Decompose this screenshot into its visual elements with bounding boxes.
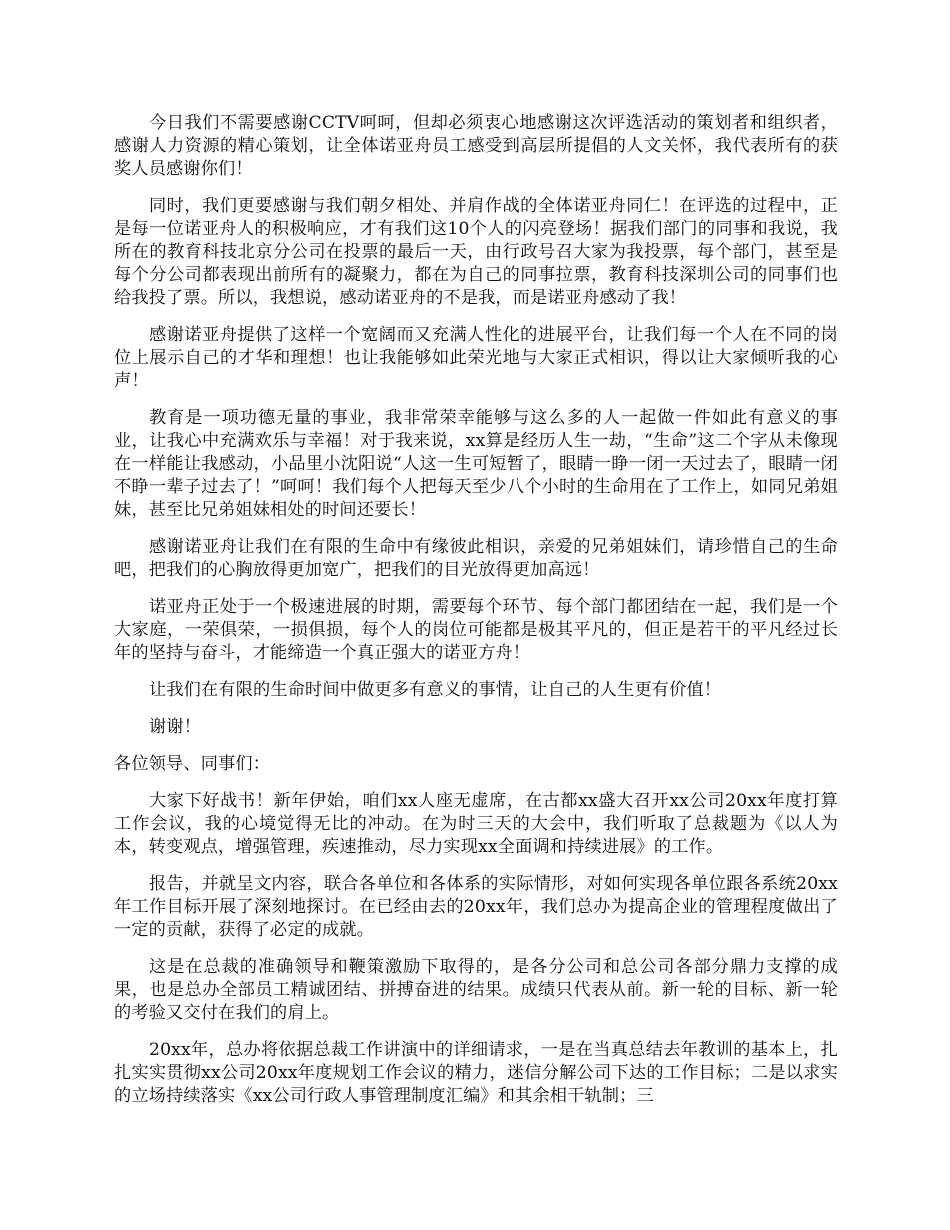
paragraph-1: 今日我们不需要感谢CCTV呵呵，但却必须衷心地感谢这次评选活动的策划者和组织者，感谢人力资源的精心策划，让全体诺亚舟员工感受到高层所提倡的人文关怀，我代表所有的获奖人员感谢你们！ [114, 113, 838, 179]
salutation: 各位领导、同事们： [114, 754, 271, 774]
paragraph-3: 感谢诺亚舟提供了这样一个宽阔而又充满人性化的进展平台，让我们每一个人在不同的岗位上展示自己的才华和理想！也让我能够如此荣光地与大家正式相识，得以让大家倾听我的心声！ [114, 325, 838, 391]
paragraph-2: 同时，我们更要感谢与我们朝夕相处、并肩作战的全体诺亚舟同仁！在评选的过程中，正是每一位诺亚舟人的积极响应，才有我们这10个人的闪亮登场！据我们部门的同事和我说，我所在的教育科技北京分公司在投票的最后一天，由行政号召大家为我投票，每个部门，甚至是每个分公司都表现出前所有的凝聚力，都在为自己的同事拉票，教育科技深圳公司的同事们也给我投了票。所以，我想说，感动诺亚舟的不是我，而是诺亚舟感动了我！ [114, 196, 838, 308]
paragraph-10: 大家下好战书！新年伊始，咱们xx人座无虚席，在古都xx盛大召开xx公司20xx年度打算工作会议，我的心境觉得无比的冲动。在为时三天的大会中，我们听取了总裁题为《以人为本，转变观点，增强管理，疾速推动，尽力实现xx全面调和持续进展》的工作。 [114, 791, 838, 857]
paragraph-13: 20xx年，总办将依据总裁工作讲演中的详细请求，一是在当真总结去年教训的基本上，扎扎实实贯彻xx公司20xx年度规划工作会议的精力，迷信分解公司下达的工作目标；二是以求实的立场持续落实《xx公司行政人事管理制度汇编》和其余相干轨制；三 [114, 1040, 838, 1106]
paragraph-12: 这是在总裁的准确领导和鞭策激励下取得的，是各分公司和总公司各部分鼎力支撑的成果，也是总办全部员工精诚团结、拼搏奋进的结果。成绩只代表从前。新一轮的目标、新一轮的考验又交付在我们的肩上。 [114, 957, 838, 1023]
paragraph-11: 报告，并就呈文内容，联合各单位和各体系的实际情形，对如何实现各单位跟各系统20xx年工作目标开展了深刻地探讨。在已经由去的20xx年，我们总办为提高企业的管理程度做出了一定的贡献，获得了必定的成就。 [114, 874, 838, 940]
paragraph-5: 感谢诺亚舟让我们在有限的生命中有缘彼此相识，亲爱的兄弟姐妹们，请珍惜自己的生命吧，把我们的心胸放得更加宽广，把我们的目光放得更加高远！ [114, 537, 838, 580]
document-body [114, 112, 838, 1122]
paragraph-7: 让我们在有限的生命时间中做更多有意义的事情，让自己的人生更有价值！ [149, 680, 722, 700]
paragraph-8: 谢谢！ [149, 717, 202, 737]
paragraph-6: 诺亚舟正处于一个极速进展的时期，需要每个环节、每个部门都团结在一起，我们是一个大家庭，一荣俱荣，一损俱损，每个人的岗位可能都是极其平凡的，但正是若干的平凡经过长年的坚持与奋斗，才能缔造一个真正强大的诺亚方舟！ [114, 597, 838, 663]
paragraph-4: 教育是一项功德无量的事业，我非常荣幸能够与这么多的人一起做一件如此有意义的事业，让我心中充满欢乐与幸福！对于我来说，xx算是经历人生一劫，“生命”这二个字从未像现在一样能让我感动，小品里小沈阳说“人这一生可短暂了，眼睛一睁一闭一天过去了，眼睛一闭不睁一辈子过去了！”呵呵！我们每个人把每天至少八个小时的生命用在了工作上，如同兄弟姐妹，甚至比兄弟姐妹相处的时间还要长！ [114, 408, 838, 520]
